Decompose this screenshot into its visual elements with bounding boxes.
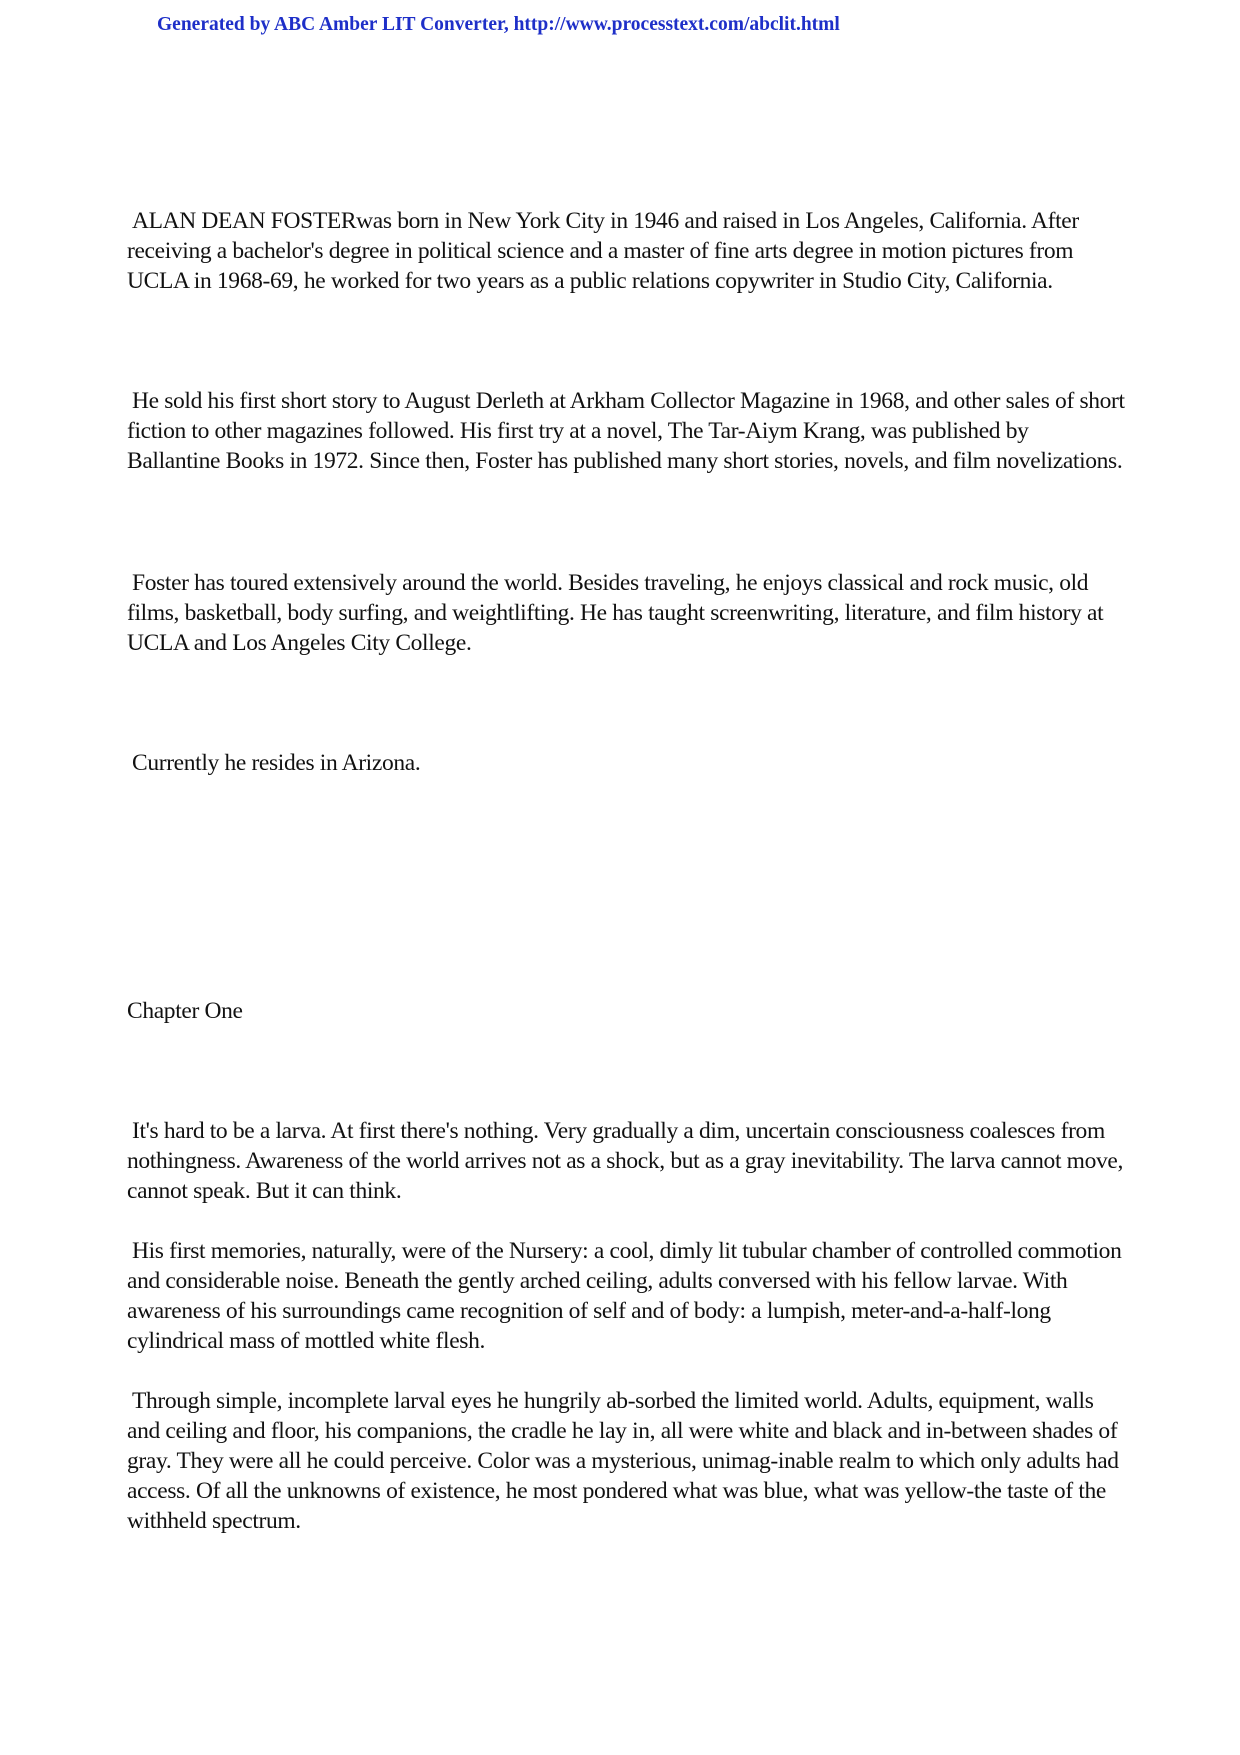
paragraph-spacer — [127, 658, 1127, 748]
bio-paragraph-3: Foster has toured extensively around the world. Besides traveling, he enjoys classical and rock music, old films, basketball, body surfing, and weightlifting. He has taught screenwriting, literature, and film history at UCLA and Los Angeles City College. — [127, 570, 1104, 656]
paragraph-spacer — [127, 1206, 1127, 1236]
converter-notice-link[interactable]: Generated by ABC Amber LIT Converter, http://www.processtext.com/abclit.html — [157, 14, 840, 35]
bio-paragraph-2: He sold his first short story to August Derleth at Arkham Collector Magazine in 1968, and other sales of short fiction to other magazines followed. His first try at a novel, The Tar-Aiym Krang, was published by Ballantine Books in 1972. Since then, Foster has published many short stories, novels, and film novelizations. — [127, 388, 1125, 474]
chapter-title: Chapter One — [127, 998, 243, 1024]
paragraph-spacer — [127, 296, 1127, 386]
paragraph-spacer — [127, 476, 1127, 568]
bio-paragraph-1: ALAN DEAN FOSTERwas born in New York City in 1946 and raised in Los Angeles, California. After receiving a bachelor's degree in political science and a master of fine arts degree in motion pictures from UCLA in 1968-69, he worked for two years as a public relations copywriter in Studio City, California. — [127, 208, 1079, 294]
chapter-paragraph-3: Through simple, incomplete larval eyes he hungrily ab-sorbed the limited world. Adults, equipment, walls and ceiling and floor, his companions, the cradle he lay in, all were white and black and in-between shades of gray. They were all he could perceive. Color was a mysterious, unimag-inable realm to which only adults had access. Of all the unknowns of existence, he most pondered what was blue, what was yellow-the taste of the withheld spectrum. — [127, 1388, 1119, 1534]
chapter-paragraph-1: It's hard to be a larva. At first there's nothing. Very gradually a dim, uncertain consciousness coalesces from nothingness. Awareness of the world arrives not as a shock, but as a gray inevitability. The larva cannot move, cannot speak. But it can think. — [127, 1118, 1123, 1204]
document-body — [127, 206, 1127, 1536]
chapter-spacer — [127, 778, 1127, 996]
bio-paragraph-4: Currently he resides in Arizona. — [132, 750, 421, 776]
chapter-spacer — [127, 1026, 1127, 1116]
paragraph-spacer — [127, 1356, 1127, 1386]
chapter-paragraph-2: His first memories, naturally, were of the Nursery: a cool, dimly lit tubular chamber of controlled commotion and considerable noise. Beneath the gently arched ceiling, adults conversed with his fellow larvae. With awareness of his surroundings came recognition of self and of body: a lumpish, meter-and-a-half-long cylindrical mass of mottled white flesh. — [127, 1238, 1122, 1354]
